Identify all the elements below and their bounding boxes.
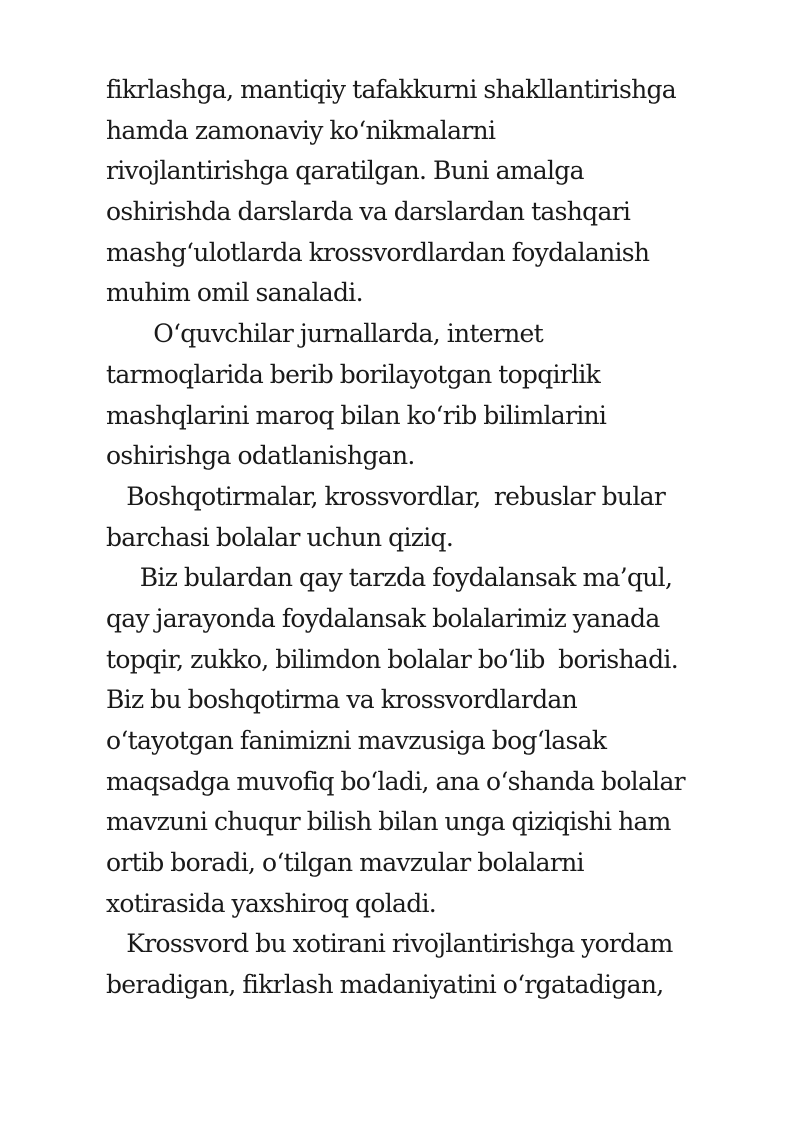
text-line: Biz bulardan qay tarzda foydalansak ma’qul, <box>106 563 673 593</box>
text-line: oʻtayotgan fanimizni mavzusiga bogʻlasak <box>106 726 607 755</box>
text-line: Oʻquvchilar jurnallarda, internet <box>106 319 543 349</box>
text-line: Boshqotirmalar, krossvordlar, rebuslar bular <box>106 481 666 511</box>
text-line: Krossvord bu xotirani rivojlantirishga yordam <box>106 929 673 959</box>
document-body <box>106 70 746 1006</box>
text-line: beradigan, fikrlash madaniyatini oʻrgatadigan, <box>106 970 664 1000</box>
text-line: ortib boradi, oʻtilgan mavzular bolalarni <box>106 848 584 878</box>
text-line: topqir, zukko, bilimdon bolalar boʻlib borishadi. <box>106 644 678 674</box>
text-line: hamda zamonaviy koʻnikmalarni <box>106 115 496 145</box>
text-line: xotirasida yaxshiroq qoladi. <box>106 888 437 918</box>
text-line: oshirishga odatlanishgan. <box>106 441 415 471</box>
text-line: mavzuni chuqur bilish bilan unga qiziqishi ham <box>106 807 671 837</box>
text-line: fikrlashga, mantiqiy tafakkurni shakllantirishga <box>106 75 677 104</box>
text-line: mashqlarini maroq bilan koʻrib bilimlarini <box>106 400 607 430</box>
text-line: tarmoqlarida berib borilayotgan topqirlik <box>106 359 601 389</box>
text-line: oshirishda darslarda va darslardan tashqari <box>106 197 631 227</box>
text-line: barchasi bolalar uchun qiziq. <box>106 522 454 552</box>
text-line: qay jarayonda foydalansak bolalarimiz yanada <box>106 603 660 633</box>
text-line: rivojlantirishga qaratilgan. Buni amalga <box>106 156 584 186</box>
text-line: Biz bu boshqotirma va krossvordlardan <box>106 685 578 715</box>
text-line: maqsadga muvofiq boʻladi, ana oʻshanda bolalar <box>106 766 685 796</box>
text-line: muhim omil sanaladi. <box>106 278 363 308</box>
text-line: mashgʻulotlarda krossvordlardan foydalanish <box>106 237 650 267</box>
